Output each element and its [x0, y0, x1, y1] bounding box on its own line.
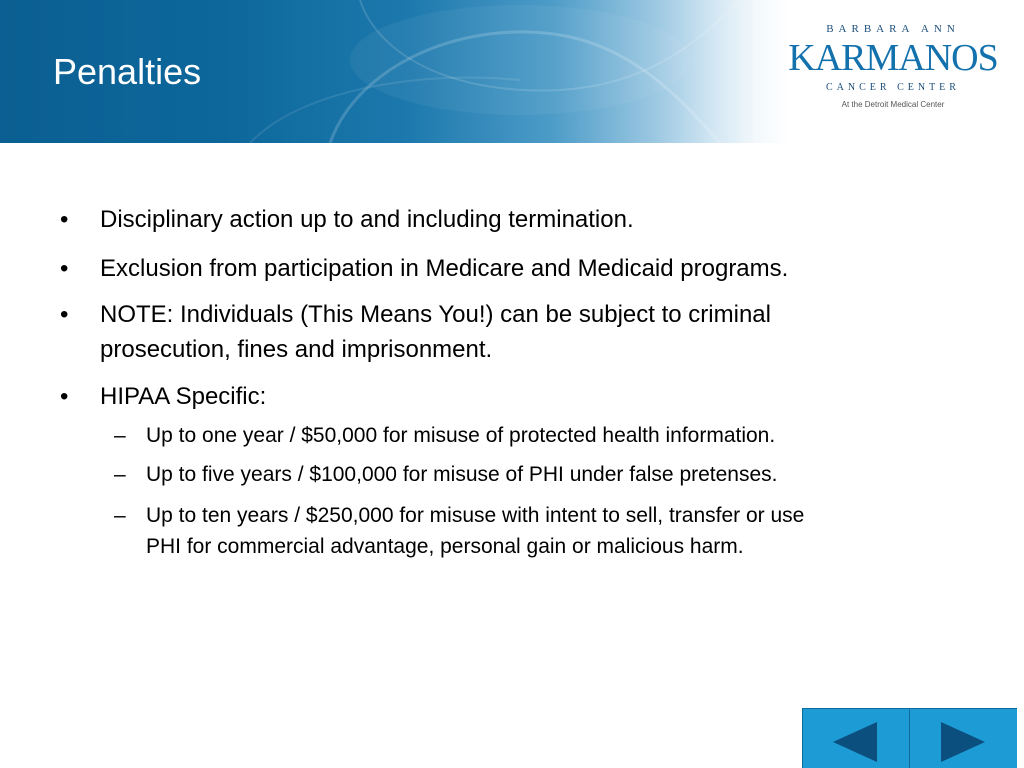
sub-bullet-text-line-2: PHI for commercial advantage, personal gain or malicious harm. [146, 535, 744, 558]
bullet-marker: • [60, 383, 69, 410]
sub-bullet-marker: – [114, 424, 126, 447]
karmanos-logo [778, 20, 1008, 126]
sub-bullet-text: Up to one year / $50,000 for misuse of protected health information. [146, 424, 776, 447]
logo-line-bottom: CANCER CENTER [826, 82, 960, 93]
bullet-text: Disciplinary action up to and including termination. [100, 206, 634, 233]
right-triangle-icon [939, 720, 987, 764]
next-slide-button[interactable] [911, 715, 1015, 768]
sub-bullet-item [114, 459, 974, 490]
nav-divider [909, 709, 910, 768]
bullet-text-line-1: NOTE: Individuals (This Means You!) can be subject to criminal [100, 301, 771, 328]
bullet-text: Exclusion from participation in Medicare and Medicaid programs. [100, 255, 789, 282]
bullet-marker: • [60, 255, 69, 282]
sub-bullet-marker: – [114, 463, 126, 486]
left-triangle-icon [831, 720, 879, 764]
bullet-text-line-2: prosecution, fines and imprisonment. [100, 336, 493, 363]
bullet-text: HIPAA Specific: [100, 383, 267, 410]
bullet-item [60, 202, 960, 237]
bullet-marker: • [60, 206, 69, 233]
bullet-marker: • [60, 301, 69, 328]
page-title: Penalties [53, 51, 202, 92]
logo-line-top: BARBARA ANN [826, 23, 960, 35]
logo-name: KARMANOS [788, 37, 998, 79]
sub-bullet-text: Up to five years / $100,000 for misuse of PHI under false pretenses. [146, 463, 778, 486]
previous-slide-button[interactable] [803, 715, 907, 768]
bullet-item [60, 297, 960, 367]
sub-bullet-item [114, 500, 974, 562]
slide-navigation [802, 708, 1017, 768]
bullet-item [60, 379, 960, 414]
logo-subtitle: At the Detroit Medical Center [841, 100, 945, 109]
bullet-item [60, 251, 960, 286]
sub-bullet-item [114, 420, 974, 451]
sub-bullet-text-line-1: Up to ten years / $250,000 for misuse with intent to sell, transfer or use [146, 504, 805, 527]
sub-bullet-marker: – [114, 504, 126, 527]
